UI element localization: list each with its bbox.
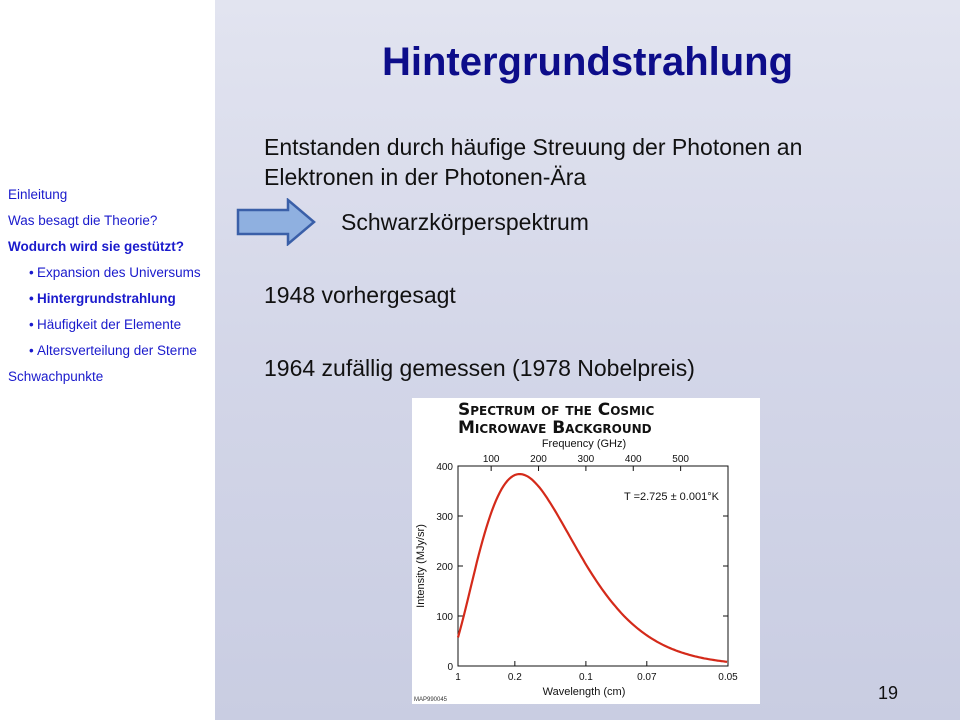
sidebar <box>0 0 215 720</box>
nav-subitem-hintergrundstrahlung[interactable]: • Hintergrundstrahlung <box>29 291 176 306</box>
nav-item-gestuetzt[interactable]: Wodurch wird sie gestützt? <box>8 239 185 254</box>
fact-1964: 1964 zufällig gemessen (1978 Nobelpreis) <box>264 355 695 381</box>
y-tick-label: 0 <box>447 662 453 673</box>
x-tick-label: 0.07 <box>637 672 657 683</box>
x-axis-label: Wavelength (cm) <box>542 686 626 698</box>
nav-menu <box>8 186 213 394</box>
nav-item-schwachpunkte[interactable]: Schwachpunkte <box>8 369 104 384</box>
top-tick-label: 300 <box>577 454 595 465</box>
fact-1948: 1948 vorhergesagt <box>264 282 456 308</box>
x-tick-label: 1 <box>455 672 461 683</box>
arrow-label: Schwarzkörperspektrum <box>341 209 589 235</box>
top-tick-label: 100 <box>482 454 500 465</box>
top-axis-label: Frequency (GHz) <box>541 438 627 450</box>
x-tick-label: 0.1 <box>578 672 593 683</box>
nav-subitem-haeufigkeit[interactable]: • Häufigkeit der Elemente <box>29 317 182 332</box>
cmb-spectrum-chart <box>412 398 760 704</box>
intro-line-2: Elektronen in der Photonen-Ära <box>264 164 587 190</box>
y-tick-label: 300 <box>436 512 453 523</box>
bullet-icon: • <box>29 343 34 358</box>
chart-title-line-2: Microwave Background <box>458 418 652 438</box>
source-tag: MAP990045 <box>414 697 448 703</box>
temperature-annotation: T =2.725 ± 0.001°K <box>624 491 719 503</box>
top-tick-label: 500 <box>672 454 689 465</box>
y-tick-label: 400 <box>436 462 453 473</box>
chart-title-line-1: Spectrum of the Cosmic <box>458 400 655 420</box>
top-tick-label: 400 <box>624 454 642 465</box>
bullet-icon: • <box>29 265 34 280</box>
bullet-icon: • <box>29 317 34 332</box>
bullet-icon: • <box>29 291 34 306</box>
nav-subitem-expansion[interactable]: • Expansion des Universums <box>29 265 201 280</box>
nav-subitem-altersverteilung[interactable]: • Altersverteilung der Sterne <box>29 343 197 358</box>
slide-title: Hintergrundstrahlung <box>381 40 794 84</box>
intro-text <box>264 132 802 192</box>
intro-line-1: Entstanden durch häufige Streuung der Photonen an <box>264 134 803 160</box>
y-tick-label: 100 <box>436 612 453 623</box>
nav-item-einleitung[interactable]: Einleitung <box>8 187 68 202</box>
right-arrow-icon <box>236 198 318 246</box>
x-tick-label: 0.05 <box>718 672 738 683</box>
y-tick-label: 200 <box>436 562 453 573</box>
x-tick-label: 0.2 <box>507 672 522 683</box>
y-axis-label: Intensity (MJy/sr) <box>415 524 427 608</box>
top-tick-label: 200 <box>530 454 547 465</box>
page-number: 19 <box>878 683 899 703</box>
chart-svg <box>412 398 760 704</box>
nav-item-theorie[interactable]: Was besagt die Theorie? <box>8 213 158 228</box>
